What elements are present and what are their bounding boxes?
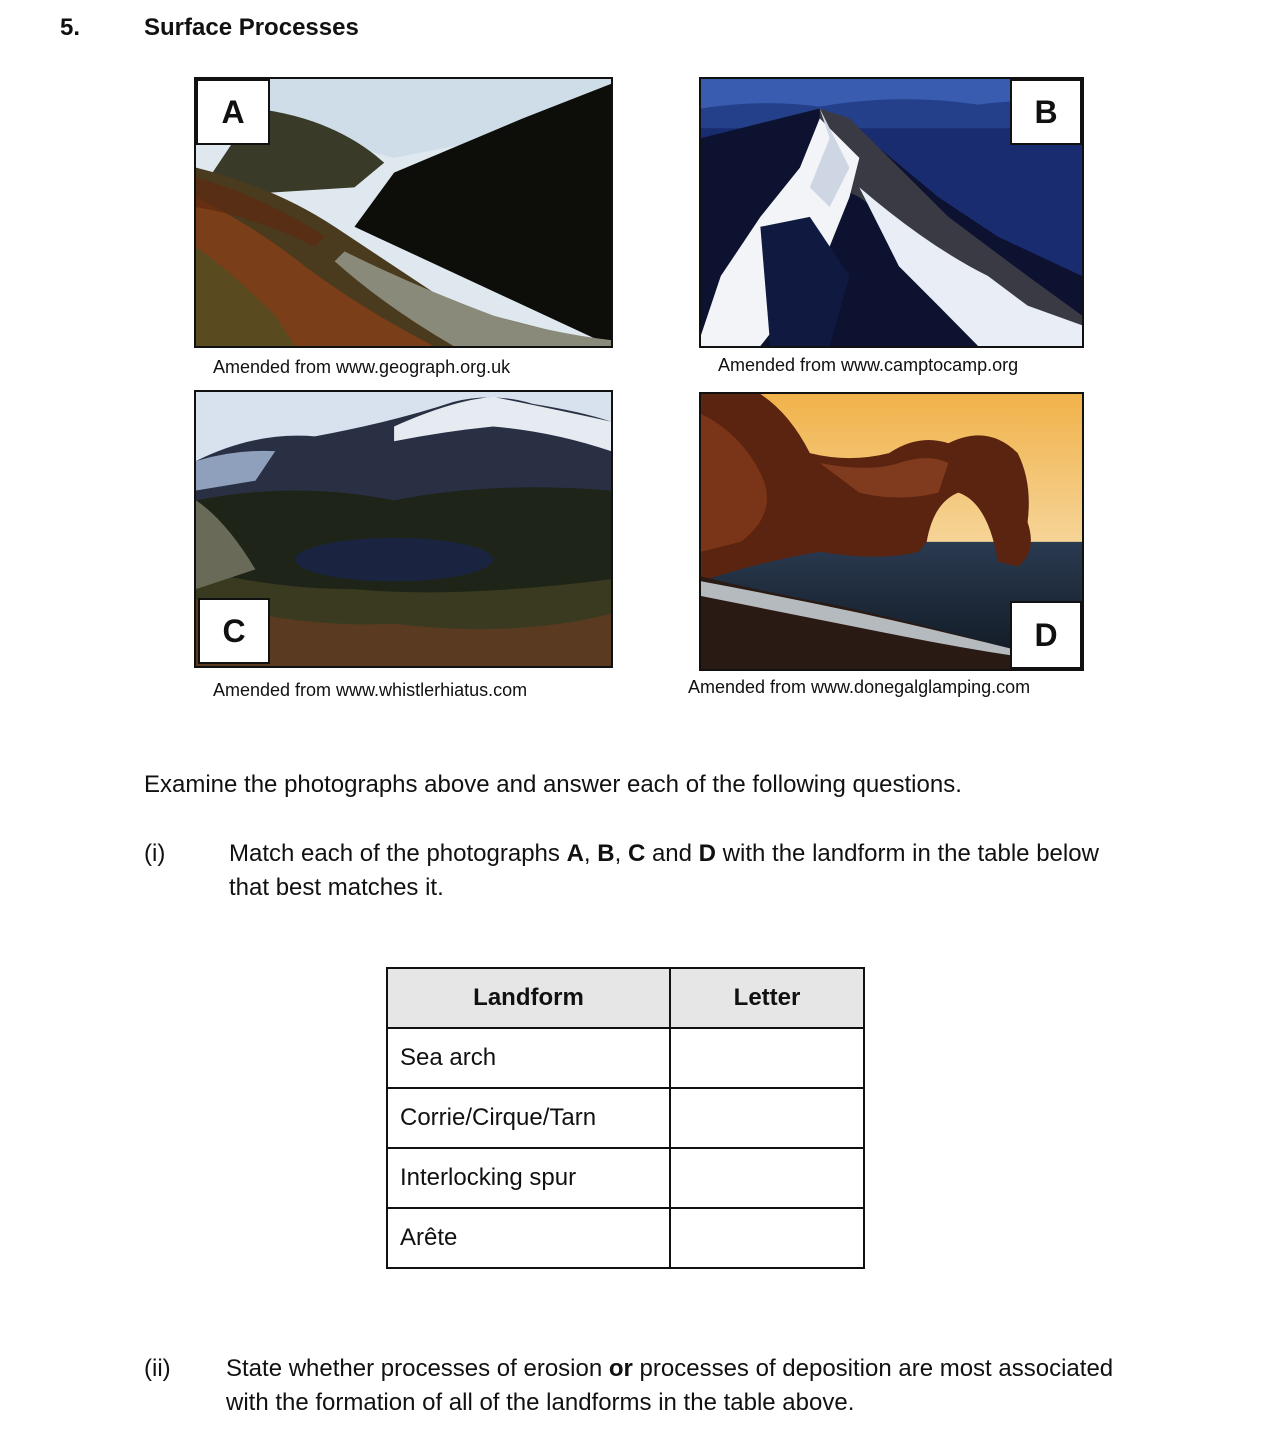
part-i-label: (i) — [144, 840, 166, 867]
part-i-text-after: with the landform in the table below — [716, 840, 1099, 867]
part-ii-text-after: processes of deposition are most associated — [632, 1355, 1114, 1382]
photo-b — [699, 77, 1084, 348]
photo-b-letter: B — [1010, 79, 1082, 145]
photo-a-credit: Amended from www.geograph.org.uk — [213, 357, 511, 377]
part-i-letter-c: C — [627, 840, 646, 867]
part-i-letter-b: B — [597, 840, 615, 867]
table-row — [387, 1148, 864, 1208]
part-i-sep-2: , — [614, 840, 628, 867]
table-header-row — [387, 968, 864, 1028]
photo-b-credit: Amended from www.camptocamp.org — [718, 355, 1019, 375]
photo-c-credit: Amended from www.whistlerhiatus.com — [213, 680, 528, 700]
part-i-sep-3: and — [645, 840, 699, 867]
part-ii-line-1 — [226, 1352, 1206, 1386]
question-title: Surface Processes — [144, 14, 359, 41]
header-letter: Letter — [670, 968, 864, 1028]
part-i-letter-a: A — [566, 840, 584, 867]
landform-cell: Arête — [387, 1208, 670, 1268]
photo-c-letter: C — [198, 598, 270, 664]
part-ii-line-2: with the formation of all of the landforms in the table above. — [226, 1389, 855, 1416]
photo-d — [699, 392, 1084, 671]
part-i-line-2: that best matches it. — [229, 874, 444, 901]
part-ii-label: (ii) — [144, 1355, 171, 1382]
table-row — [387, 1208, 864, 1268]
photo-d-credit: Amended from www.donegalglamping.com — [688, 677, 1031, 697]
table-row — [387, 1088, 864, 1148]
question-number: 5. — [60, 14, 81, 41]
photo-a-letter: A — [196, 79, 270, 145]
landform-cell: Interlocking spur — [387, 1148, 670, 1208]
letter-answer-cell[interactable] — [670, 1208, 864, 1268]
letter-answer-cell[interactable] — [670, 1028, 864, 1088]
part-i-line-1 — [229, 837, 1189, 871]
table-row — [387, 1028, 864, 1088]
header-landform: Landform — [387, 968, 670, 1028]
part-i-sep-1: , — [583, 840, 598, 867]
photo-a — [194, 77, 613, 348]
part-ii-text — [226, 1352, 1206, 1420]
part-i-letter-d: D — [698, 840, 717, 867]
landform-cell: Sea arch — [387, 1028, 670, 1088]
part-i-text-before: Match each of the photographs — [229, 840, 567, 867]
part-i-text — [229, 837, 1189, 905]
landform-table — [386, 967, 865, 1269]
instruction-text: Examine the photographs above and answer each of the following questions. — [144, 771, 962, 798]
part-ii-bold-word: or — [608, 1355, 633, 1382]
letter-answer-cell[interactable] — [670, 1088, 864, 1148]
photo-c — [194, 390, 613, 668]
letter-answer-cell[interactable] — [670, 1148, 864, 1208]
landform-cell: Corrie/Cirque/Tarn — [387, 1088, 670, 1148]
part-ii-text-before: State whether processes of erosion — [226, 1355, 609, 1382]
photo-d-letter: D — [1010, 601, 1082, 669]
